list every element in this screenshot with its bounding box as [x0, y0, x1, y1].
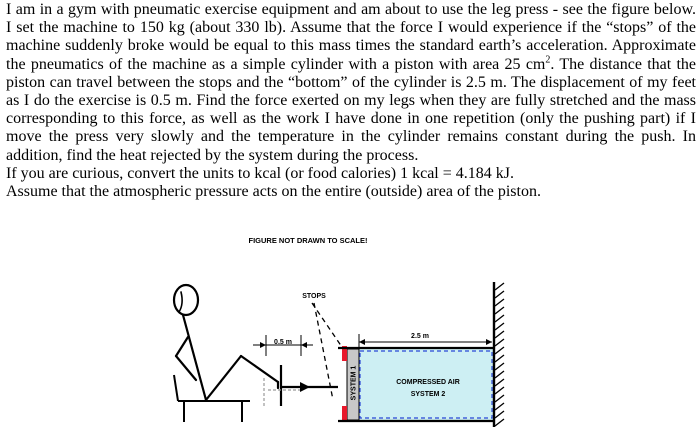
press-plate: [281, 365, 338, 406]
seat: [174, 375, 250, 422]
person-arm: [176, 337, 188, 356]
stops-pointers: [312, 303, 344, 400]
problem-text-part2: . The distance that the piston can travel between the stops and the “bottom” of the cylinder is 2.5 m. The displacement of my feet as I do the exercise is 0.5 m. Find the force exerted on my legs when they are fully stretched and the mass corresponding to this force, as well as the work I have done in one repetition (only the pushing part) if I move the press very slowly and the temperature in the cylinder remains constant during the push. In addition, find the heat rejected by the system during the process.: [6, 55, 697, 164]
system2-label-line2: SYSTEM 2: [410, 391, 446, 398]
seat-backrest: [174, 375, 178, 401]
person-face: [179, 292, 182, 312]
figure-title: FIGURE NOT DRAWN TO SCALE!: [248, 236, 368, 245]
person-torso: [183, 315, 206, 400]
leg-press-figure: [150, 230, 530, 428]
dimension-arrow-left: [260, 342, 266, 348]
system1-label: SYSTEM 1: [350, 365, 358, 401]
stop-bottom: [342, 406, 347, 421]
problem-paragraph-kcal: If you are curious, convert the units to kcal (or food calories) 1 kcal = 4.184 kJ.: [6, 164, 514, 182]
person-shin: [241, 356, 278, 382]
area-unit-exponent: 2: [545, 54, 551, 66]
problem-paragraph-main: [6, 1, 696, 165]
problem-statement: [6, 1, 696, 201]
stops-label: STOPS: [302, 293, 326, 300]
dimension-arrow-right: [301, 342, 307, 348]
feet-displacement-label: 0.5 m: [274, 339, 292, 346]
length-arrow-left: [359, 339, 365, 345]
problem-text-part1: I am in a gym with pneumatic exercise equipment and am about to use the leg press - see the figure below. I set the machine to 150 kg (about 330 lb). Assume that the force I would experience if the “stops” of the machine suddenly broke would be equal to this mass times the standard earth’s acceleration. Approximate the pneumatics of the machine as a simple cylinder with a piston with area 25 cm: [6, 1, 696, 73]
person-head: [174, 285, 198, 315]
problem-paragraph-atmosphere: Assume that the atmospheric pressure acts on the entire (outside) area of the piston.: [6, 183, 541, 201]
person-forearm: [176, 356, 196, 380]
length-arrow-right: [486, 339, 492, 345]
person-thigh: [206, 356, 241, 400]
system2-label-line1: COMPRESSED AIR: [396, 379, 460, 386]
rod-arrow-head: [300, 382, 310, 392]
wall-hatching: [495, 283, 504, 426]
cylinder-length-label: 2.5 m: [411, 333, 429, 340]
person-figure: [174, 285, 278, 400]
